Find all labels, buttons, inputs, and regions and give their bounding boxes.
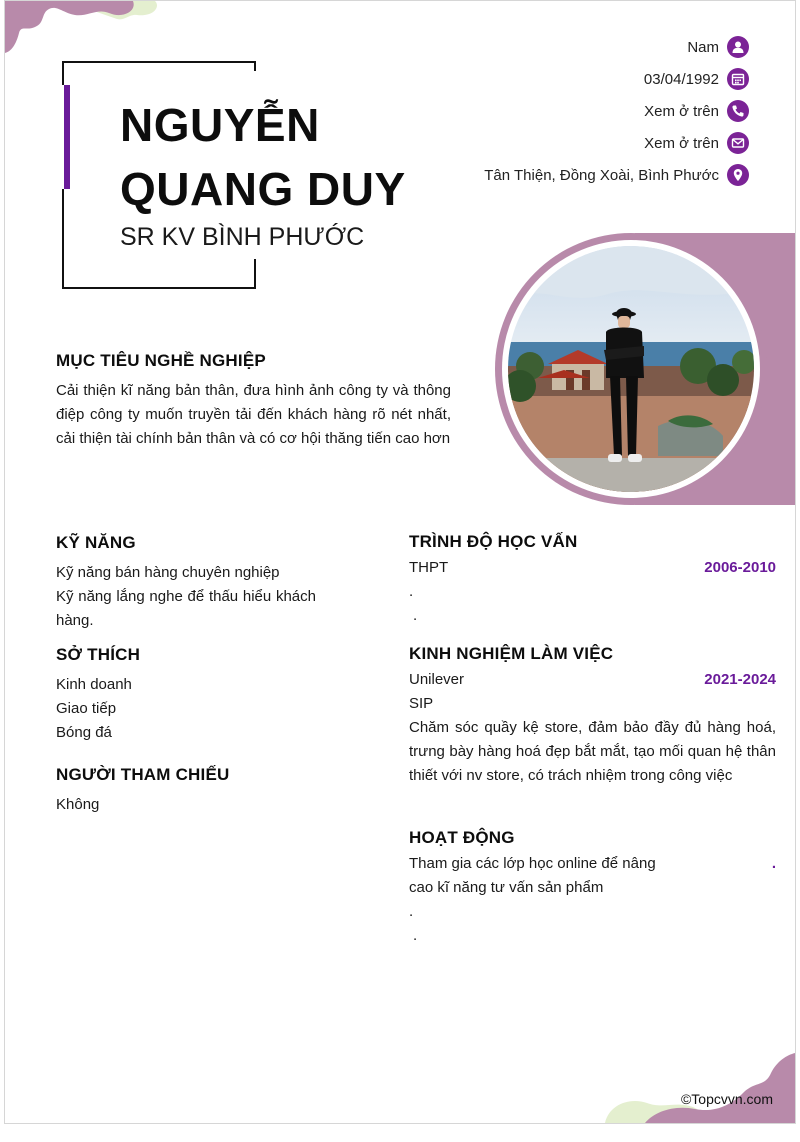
job-title: SR KV BÌNH PHƯỚC xyxy=(120,223,365,251)
education-section xyxy=(409,532,776,628)
name-frame xyxy=(62,61,64,85)
activities-line: . xyxy=(409,903,414,920)
name-accent-bar xyxy=(64,85,70,189)
address-text: Tân Thiện, Đồng Xoài, Bình Phước xyxy=(484,166,719,184)
skill-item: Kỹ năng lắng nghe để thấu hiểu khách hàng. xyxy=(56,588,316,629)
activities-dot: . xyxy=(771,855,776,872)
user-icon xyxy=(727,36,749,58)
experience-years: 2021-2024 xyxy=(704,671,776,688)
activities-text: Tham gia các lớp học online để nâng cao kĩ năng tư vấn sản phẩm xyxy=(409,855,656,896)
education-line: . xyxy=(409,583,414,600)
skills-section xyxy=(56,533,316,633)
gender-text: Nam xyxy=(687,38,719,56)
contact-phone xyxy=(419,95,749,127)
hobby-item: Kinh doanh xyxy=(56,676,132,693)
name-line-2: QUANG DUY xyxy=(120,163,406,215)
calendar-icon xyxy=(727,68,749,90)
birthday-text: 03/04/1992 xyxy=(643,70,719,88)
name-frame xyxy=(62,287,256,289)
name-frame xyxy=(62,61,256,63)
objective-heading: MỤC TIÊU NGHỀ NGHIỆP xyxy=(56,351,266,370)
education-years: 2006-2010 xyxy=(704,559,776,576)
hobbies-heading: SỞ THÍCH xyxy=(56,645,141,664)
hobbies-section xyxy=(56,645,316,745)
full-name xyxy=(120,93,406,221)
name-frame xyxy=(254,61,256,71)
hobby-item: Giao tiếp xyxy=(56,700,117,717)
location-pin-icon xyxy=(727,164,749,186)
contact-gender xyxy=(419,31,749,63)
profile-photo xyxy=(508,246,754,492)
phone-icon xyxy=(727,100,749,122)
contact-address xyxy=(419,159,749,191)
activities-heading: HOẠT ĐỘNG xyxy=(409,828,515,847)
top-left-decoration xyxy=(5,1,165,61)
skill-item: Kỹ năng bán hàng chuyên nghiệp xyxy=(56,564,280,581)
experience-company: Unilever xyxy=(409,671,465,688)
activities-section xyxy=(409,828,776,948)
phone-text: Xem ở trên xyxy=(644,102,719,120)
name-frame xyxy=(62,189,64,289)
experience-position: SIP xyxy=(409,695,434,712)
skills-heading: KỸ NĂNG xyxy=(56,533,136,552)
copyright-footer: ©Topcvvn.com xyxy=(680,1091,773,1107)
education-line: . xyxy=(413,607,418,624)
name-frame xyxy=(254,259,256,289)
references-text: Không xyxy=(56,796,100,813)
contact-email xyxy=(419,127,749,159)
objective-text: Cải thiện kĩ năng bản thân, đưa hình ảnh công ty và thông điệp công ty muốn truyền tải đến khách hàng rõ nét nhất, cải thiện tài chính bản thân và có cơ hội thăng tiến cao hơn xyxy=(56,382,451,447)
contact-list xyxy=(419,31,749,191)
objective-section xyxy=(56,351,451,451)
experience-heading: KINH NGHIỆM LÀM VIỆC xyxy=(409,644,614,663)
bottom-right-decoration xyxy=(605,1053,795,1123)
name-line-1: NGUYỄN xyxy=(120,99,320,151)
activities-line: . xyxy=(413,927,418,944)
envelope-icon xyxy=(727,132,749,154)
email-text: Xem ở trên xyxy=(644,134,719,152)
references-section xyxy=(56,765,316,817)
references-heading: NGƯỜI THAM CHIẾU xyxy=(56,765,230,784)
hobby-item: Bóng đá xyxy=(56,724,112,741)
experience-description: Chăm sóc quầy kệ store, đảm bảo đầy đủ hàng hoá, trưng bày hàng hoá đẹp bắt mắt, tạo mối quan hệ thân thiết với nv store, có trách nhiệm trong công việc xyxy=(409,719,776,784)
contact-birthday xyxy=(419,63,749,95)
education-heading: TRÌNH ĐỘ HỌC VẤN xyxy=(409,532,578,551)
education-school: THPT xyxy=(409,559,449,576)
experience-section xyxy=(409,644,776,788)
cv-page xyxy=(4,0,796,1124)
